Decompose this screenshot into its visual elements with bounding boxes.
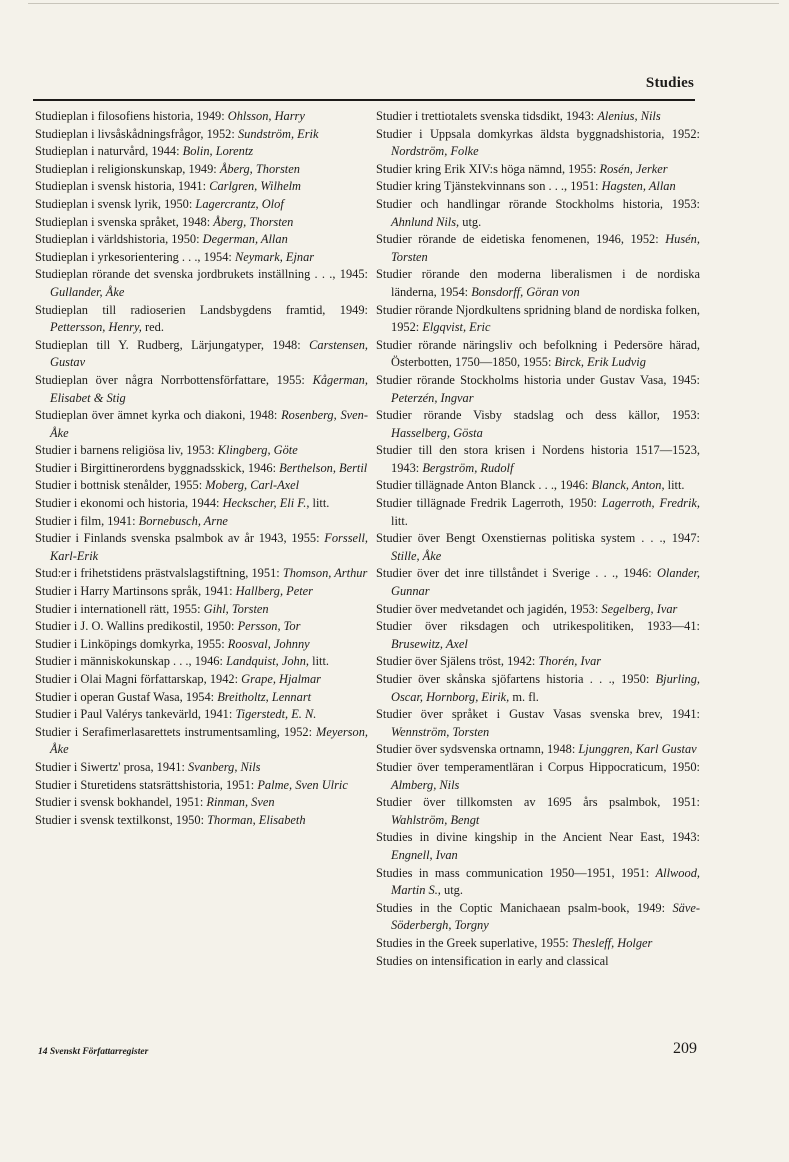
index-entry (35, 495, 368, 513)
entry-year: 1951: (226, 777, 255, 792)
entry-author: Landquist, John, (226, 654, 310, 669)
entry-title: Studier i Harry Martinsons språk, (35, 584, 202, 599)
entry-author: Berthelson, Bertil (279, 460, 368, 475)
entry-year: 1955: (173, 478, 203, 493)
entry-author: Thorén, Ivar (538, 654, 602, 669)
index-entry (35, 302, 368, 337)
header-rule (33, 99, 695, 101)
entry-suffix: utg. (444, 883, 463, 898)
entry-title: Studier över sydsvenska ortnamn, (376, 742, 544, 757)
entry-title: Studieplan i svenska språket, (35, 214, 179, 229)
entry-title: Studier rörande Njordkultens spridning bland de nordiska folken, (376, 302, 700, 317)
index-entry (376, 653, 700, 671)
entry-author: Rosén, Jerker (599, 161, 668, 176)
entry-year: 1948: (272, 337, 301, 352)
index-entry (35, 266, 368, 301)
index-entry (35, 249, 368, 267)
entry-title: Studieplan i svensk historia, (35, 179, 175, 194)
entry-title: Studieplan över ämnet kyrka och diakoni, (35, 408, 246, 423)
entry-year: 1952: (671, 126, 700, 141)
entry-author: Svanberg, Nils (188, 759, 261, 774)
entry-author: Nordström, Folke (391, 144, 479, 159)
entry-year: 1951: (251, 566, 280, 581)
index-entry (376, 407, 700, 442)
entry-author: Almberg, Nils (391, 777, 460, 792)
index-entry (35, 442, 368, 460)
index-entry (35, 214, 368, 232)
entry-year: 1943: (391, 460, 420, 475)
entry-title: Studier i Olai Magni författarskap, (35, 672, 207, 686)
entry-title: Studier över medvetandet och jagidén, (376, 601, 567, 616)
index-entry (376, 900, 700, 935)
entry-year: 1944: (191, 496, 220, 511)
entry-title: Studieplan i världshistoria, (35, 232, 169, 247)
entry-year: 1950: (568, 496, 597, 511)
index-entry (35, 565, 368, 583)
index-entry (376, 671, 700, 706)
index-entry (376, 601, 700, 619)
entry-author: Bolin, Lorentz (182, 144, 254, 159)
entry-author: Rosenberg, Sven-Åke (50, 408, 368, 440)
entry-author: Bornebusch, Arne (138, 513, 228, 528)
entry-title: Studier rörande Visby stadslag och dess källor, (376, 408, 660, 423)
index-entry (376, 495, 700, 530)
entry-year: 1949: (339, 302, 368, 317)
entry-year: 1941: (204, 584, 233, 599)
index-entry (376, 865, 700, 900)
entry-year: 1950: (164, 196, 193, 211)
entry-author: Lagerroth, Fredrik, (601, 496, 700, 511)
index-entry (35, 724, 368, 759)
entry-year: 1955: (568, 161, 597, 176)
right-column (376, 108, 700, 970)
entry-year: 1941: (204, 707, 233, 722)
entry-title: Studier i Paul Valérys tankevärld, (35, 707, 201, 722)
entry-year: 1948: (181, 214, 211, 229)
entry-year: 1941: (156, 759, 185, 774)
entry-title: Studier över språket i Gustav Vasas svenska brev, (376, 707, 663, 722)
entry-author: Thomson, Arthur (282, 566, 368, 581)
index-entry (376, 565, 700, 600)
entry-author: Klingberg, Göte (217, 443, 298, 458)
index-entry (376, 477, 700, 495)
index-entry (376, 953, 700, 971)
entry-year: 1941: (177, 179, 207, 194)
entry-title: Studieplan i naturvård, (35, 144, 149, 159)
entry-author: Elgqvist, Eric (422, 320, 491, 335)
entry-author: Stille, Åke (391, 548, 442, 563)
entry-year: 1948: (249, 408, 278, 423)
entry-title: Studier rörande den moderna liberalismen i de nordiska länderna, (376, 267, 700, 299)
entry-title: Studier i ekonomi och historia, (35, 496, 189, 511)
index-entry (35, 706, 368, 724)
entry-author: Segelberg, Ivar (601, 601, 678, 616)
index-entry (376, 161, 700, 179)
entry-suffix: utg. (462, 214, 482, 229)
entry-year: 1950: (621, 672, 650, 686)
entry-title: Studieplan till radioserien Landsbygdens framtid, (35, 302, 326, 317)
entry-title: Studier till den stora krisen i Nordens historia 1517—1523, (376, 443, 700, 458)
entry-suffix: litt. (312, 496, 330, 511)
entry-author: Hasselberg, Gösta (391, 425, 483, 440)
entry-title: Studier i Siwertz' prosa, (35, 759, 154, 774)
scan-edge-line (28, 3, 779, 4)
entry-title: Studies in mass communication 1950—1951, (376, 865, 615, 880)
index-entry (376, 935, 700, 953)
entry-title: Studieplan över några Norrbottensförfattare, (35, 372, 269, 387)
index-entry (35, 372, 368, 407)
entry-author: Rinman, Sven (206, 795, 275, 810)
entry-author: Hallberg, Peter (235, 584, 313, 599)
entry-author: Sundström, Erik (237, 126, 319, 141)
entry-title: Studier och handlingar rörande Stockholms historia, (376, 196, 664, 211)
index-entry (376, 442, 700, 477)
entry-year: 1949: (196, 109, 225, 123)
entry-year: 1952: (283, 724, 313, 739)
entry-author: Kågerman, Elisabet & Stig (50, 372, 368, 405)
index-entry (376, 108, 700, 126)
entry-suffix: litt. (391, 513, 408, 528)
entry-author: Säve-Söderbergh, Torgny (391, 900, 700, 933)
entry-author: Olander, Gunnar (391, 566, 701, 599)
entry-title: Studieplan i filosofiens historia, (35, 109, 194, 123)
index-entry (35, 530, 368, 565)
entry-year: 1942: (209, 672, 239, 686)
entry-author: Moberg, Carl-Axel (205, 478, 300, 493)
entry-year: 1955: (291, 531, 320, 546)
index-entry (376, 741, 700, 759)
entry-author: Peterzén, Ingvar (391, 390, 474, 405)
entry-title: Studieplan i religionskunskap, (35, 161, 186, 176)
entry-year: 1950: (171, 232, 200, 247)
entry-year: 1955: (523, 355, 552, 370)
entry-year: 1955: (276, 372, 305, 387)
entry-author: Wennström, Torsten (391, 724, 490, 739)
entry-year: 1945: (339, 267, 368, 282)
entry-title: Studier över Bengt Oxenstiernas politiska system . . ., (376, 531, 666, 546)
entry-title: Studier i internationell rätt, (35, 601, 170, 616)
entry-title: Studieplan i yrkesorientering . . ., (35, 249, 201, 264)
entry-year: 1954: (439, 284, 469, 299)
index-entry (376, 231, 700, 266)
entry-year: 1952: (391, 320, 420, 335)
index-entry (35, 143, 368, 161)
entry-title: Studier rörande de eidetiska fenomenen, 1946, (376, 232, 624, 247)
index-entry (376, 196, 700, 231)
entry-title: Studies in the Coptic Manichaean psalm-book, (376, 900, 630, 915)
index-entry (376, 706, 700, 741)
entry-author: Roosval, Johnny (227, 636, 310, 651)
index-entry (376, 829, 700, 864)
entry-year: 1941: (671, 707, 700, 722)
entry-title: Studier över riksdagen och utrikespolitiken, 1933—41: (376, 619, 700, 634)
entry-year: 1954: (203, 249, 232, 264)
entry-year: 1952: (630, 232, 659, 247)
entry-year: 1946: (623, 566, 652, 581)
page-number: 209 (673, 1040, 697, 1057)
entry-title: Studier tillägnade Fredrik Lagerroth, (376, 496, 564, 511)
entry-title: Studier i bottnisk stenålder, (35, 478, 171, 493)
entry-author: Åberg, Thorsten (213, 214, 294, 229)
index-entry (35, 460, 368, 478)
index-entry (35, 407, 368, 442)
entry-title: Studier i film, (35, 513, 105, 528)
entry-year: 1949: (636, 900, 666, 915)
entry-author: Carstensen, Gustav (50, 337, 368, 370)
entry-title: Studieplan rörande det svenska jordbrukets inställning . . ., (35, 267, 336, 282)
entry-year: 1945: (671, 372, 700, 387)
entry-suffix: litt. (667, 478, 685, 493)
index-entry (35, 777, 368, 795)
entry-title: Studier rörande näringsliv och befolkning i Pedersöre härad, Österbotten, 1750—1850, (376, 337, 700, 370)
index-entry (376, 178, 700, 196)
entry-year: 1953: (671, 196, 700, 211)
entry-title: Studier över Själens tröst, (376, 654, 505, 669)
entry-title: Studier i Finlands svenska psalmbok av år 1943, (35, 531, 287, 546)
entry-title: Studier i Sturetidens statsrättshistoria, (35, 777, 223, 792)
entry-author: Thorman, Elisabeth (207, 812, 306, 827)
index-entry (35, 178, 368, 196)
entry-title: Studieplan i livsåskådningsfrågor, (35, 126, 204, 141)
entry-author: Tigerstedt, E. N. (235, 707, 317, 722)
entry-year: 1955: (540, 935, 569, 950)
entry-author: Allwood, Martin S., (391, 865, 700, 898)
index-entry (376, 759, 700, 794)
running-head: Studies (645, 75, 694, 91)
entry-title: Studier över det inre tillståndet i Sverige . . ., (376, 566, 619, 581)
entry-year: 1946: (560, 478, 589, 493)
entry-year: 1951: (570, 179, 599, 194)
entry-title: Stud:er i frihetstidens prästvalslagstiftning, (35, 566, 249, 581)
entry-author: Palme, Sven Ulric (257, 777, 348, 792)
entry-title: Studier kring Erik XIV:s höga nämnd, (376, 161, 566, 176)
index-entry (35, 161, 368, 179)
entry-year: 1954: (185, 689, 215, 704)
entry-title: Studies in the Greek superlative, (376, 935, 538, 950)
entry-year: 1951: (671, 795, 700, 810)
entry-author: Grape, Hjalmar (241, 672, 322, 686)
entry-year: 1950: (671, 759, 700, 774)
entry-author: Carlgren, Wilhelm (209, 179, 301, 194)
entry-title: Studier kring Tjänstekvinnans son . . ., (376, 179, 568, 194)
entry-year: 1951: (175, 795, 204, 810)
entry-author: Alenius, Nils (597, 109, 661, 123)
index-entry (35, 812, 368, 830)
entry-author: Gihl, Torsten (203, 601, 269, 616)
entry-author: Engnell, Ivan (391, 847, 458, 862)
entry-author: Bjurling, Oscar, Hornborg, Eirik, (391, 672, 700, 704)
index-entry (35, 794, 368, 812)
entry-title: Studier i svensk textilkonst, (35, 812, 173, 827)
entry-year: 1941: (107, 513, 136, 528)
entry-year: 1947: (671, 531, 700, 546)
entry-author: Thesleff, Holger (571, 935, 653, 950)
entry-author: Birck, Erik Ludvig (554, 355, 646, 370)
index-entry (35, 477, 368, 495)
entry-author: Bonsdorff, Göran von (471, 284, 580, 299)
entry-year: 1950: (175, 812, 205, 827)
entry-author: Forssell, Karl-Erik (50, 531, 368, 563)
entry-title: Studier över temperamentläran i Corpus Hippocraticum, (376, 759, 667, 774)
index-entry (35, 196, 368, 214)
entry-author: Bergström, Rudolf (422, 460, 514, 475)
index-entry (35, 583, 368, 601)
entry-author: Neymark, Ejnar (234, 249, 315, 264)
index-entry (376, 372, 700, 407)
index-entry (35, 231, 368, 249)
entry-author: Blanck, Anton, (591, 478, 665, 493)
entry-title: Studier i Serafimerlasarettets instrumentsamling, (35, 724, 280, 739)
index-entry (35, 759, 368, 777)
entry-author: Ljunggren, Karl Gustav (578, 742, 697, 757)
entry-year: 1944: (151, 144, 180, 159)
index-entry (376, 126, 700, 161)
index-entry (35, 618, 368, 636)
index-entry (35, 513, 368, 531)
index-entry (35, 671, 368, 689)
entry-title: Studier i trettiotalets svenska tidsdikt, (376, 109, 563, 123)
index-entry (376, 530, 700, 565)
entry-title: Studier i barnens religiösa liv, (35, 443, 184, 458)
entry-author: Hagsten, Allan (601, 179, 676, 194)
entry-title: Studier i operan Gustaf Wasa, (35, 689, 183, 704)
entry-title: Studies on intensification in early and classical (376, 953, 609, 968)
entry-author: Degerman, Allan (202, 232, 288, 247)
index-entry (35, 126, 368, 144)
index-entry (35, 108, 368, 126)
entry-author: Breitholtz, Lennart (217, 689, 312, 704)
entry-year: 1955: (172, 601, 201, 616)
entry-author: Meyerson, Åke (50, 724, 368, 757)
index-entry (35, 601, 368, 619)
entry-author: Ohlsson, Harry (227, 109, 305, 123)
index-entry (35, 337, 368, 372)
entry-year: 1943: (671, 830, 700, 845)
entry-year: 1946: (247, 460, 277, 475)
entry-year: 1953: (671, 408, 700, 423)
entry-suffix: red. (145, 320, 164, 335)
entry-author: Heckscher, Eli F., (222, 496, 310, 511)
left-column (35, 108, 368, 829)
index-entry (35, 653, 368, 671)
index-entry (376, 794, 700, 829)
entry-year: 1951: (620, 865, 650, 880)
entry-year: 1946: (194, 654, 223, 669)
entry-title: Studier tillägnade Anton Blanck . . ., (376, 478, 558, 493)
index-entry (35, 689, 368, 707)
entry-year: 1950: (206, 619, 235, 634)
entry-year: 1953: (186, 443, 215, 458)
entry-title: Studier över skånska sjöfartens historia . . ., (376, 672, 615, 686)
entry-year: 1955: (196, 636, 225, 651)
index-entry (376, 618, 700, 653)
entry-title: Studier i Linköpings domkyrka, (35, 636, 194, 651)
entry-author: Åberg, Thorsten (219, 161, 300, 176)
entry-title: Studies in divine kingship in the Ancient Near East, (376, 830, 665, 845)
entry-suffix: litt. (312, 654, 329, 669)
entry-author: Brusewitz, Axel (391, 636, 468, 651)
index-entry (376, 337, 700, 372)
index-entry (376, 266, 700, 301)
entry-year: 1949: (188, 161, 217, 176)
entry-title: Studier i svensk bokhandel, (35, 795, 172, 810)
entry-title: Studier över tillkomsten av 1695 års psalmbok, (376, 795, 661, 810)
entry-author: Persson, Tor (237, 619, 301, 634)
entry-suffix: m. fl. (512, 689, 539, 704)
signature-mark: 14 Svenskt Författarregister (38, 1047, 149, 1057)
entry-title: Studier i Uppsala domkyrkas äldsta byggnadshistoria, (376, 126, 665, 141)
entry-author: Lagercrantz, Olof (195, 196, 284, 211)
entry-title: Studieplan i svensk lyrik, (35, 196, 161, 211)
entry-title: Studier i människokunskap . . ., (35, 654, 192, 669)
entry-author: Ahnlund Nils, (391, 214, 460, 229)
entry-author: Wahlström, Bengt (391, 812, 480, 827)
entry-author: Pettersson, Henry, (50, 320, 142, 335)
entry-title: Studier rörande Stockholms historia under Gustav Vasa, (376, 372, 667, 387)
entry-year: 1948: (547, 742, 576, 757)
entry-title: Studier i Birgittinerordens byggnadsskick, (35, 460, 245, 475)
entry-year: 1952: (206, 126, 235, 141)
entry-title: Studieplan till Y. Rudberg, Lärjungatyper, (35, 337, 264, 352)
index-entry (35, 636, 368, 654)
entry-author: Gullander, Åke (50, 284, 125, 299)
entry-year: 1943: (565, 109, 595, 123)
entry-author: Husén, Torsten (391, 232, 700, 264)
index-entry (376, 302, 700, 337)
entry-year: 1942: (507, 654, 536, 669)
entry-year: 1953: (570, 601, 599, 616)
entry-title: Studier i J. O. Wallins predikostil, (35, 619, 204, 634)
